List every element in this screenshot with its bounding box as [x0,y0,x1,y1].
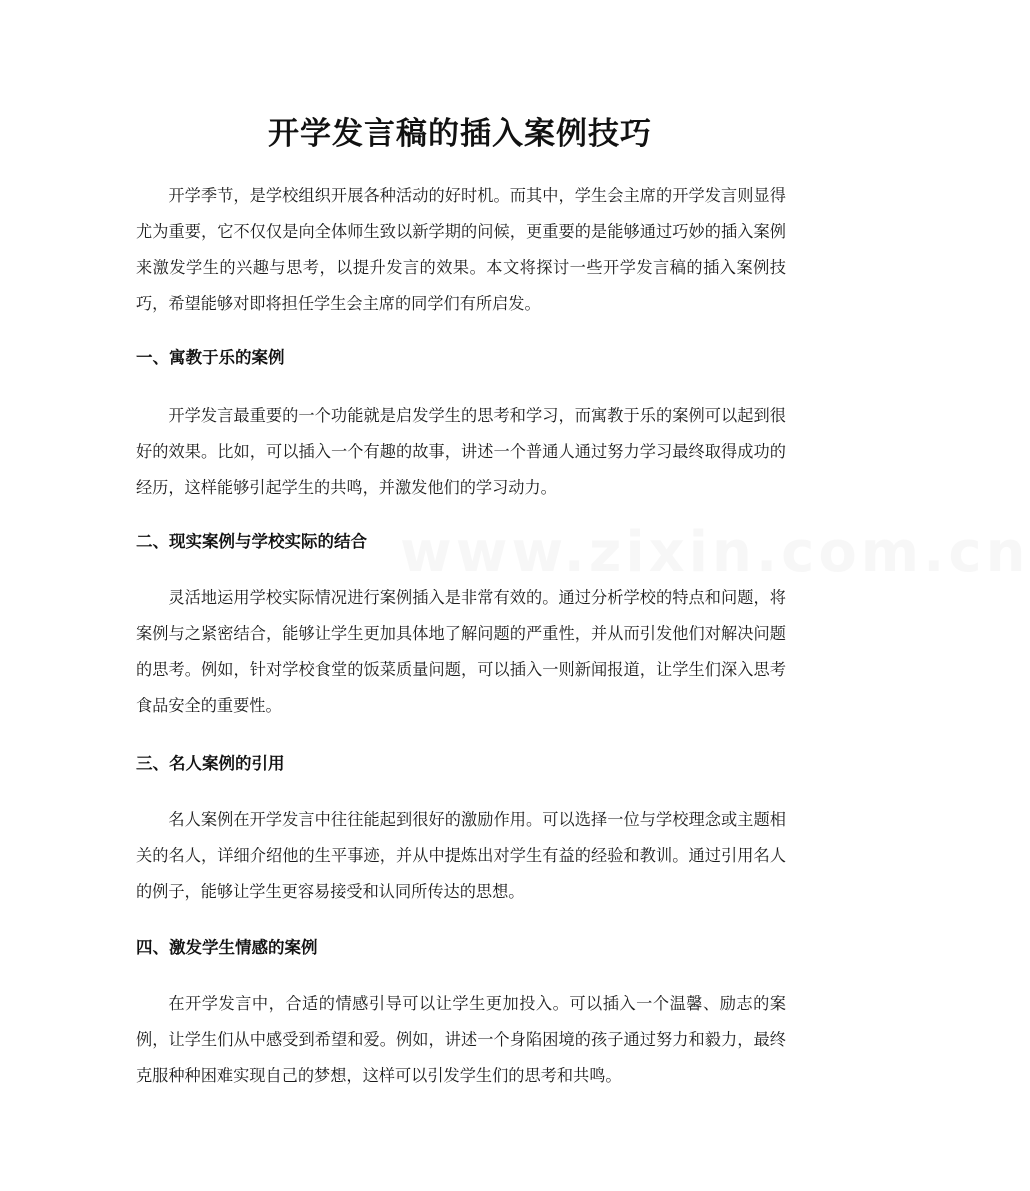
section-heading-2: 二、现实案例与学校实际的结合 [136,532,367,551]
document-body [136,178,786,1094]
section-body-3: 名人案例在开学发言中往往能起到很好的激励作用。可以选择一位与学校理念或主题相关的名人，详细介绍他的生平事迹，并从中提炼出对学生有益的经验和教训。通过引用名人的例子，能够让学生更容易接受和认同所传达的思想。 [136,810,786,901]
section-body-1: 开学发言最重要的一个功能就是启发学生的思考和学习，而寓教于乐的案例可以起到很好的效果。比如，可以插入一个有趣的故事，讲述一个普通人通过努力学习最终取得成功的经历，这样能够引起学生的共鸣，并激发他们的学习动力。 [136,406,786,497]
page-title: 开学发言稿的插入案例技巧 [268,116,652,152]
section-heading-3: 三、名人案例的引用 [136,754,285,773]
watermark: www.zixin.com.cn [400,520,1030,585]
section-heading-4: 四、激发学生情感的案例 [136,938,318,957]
intro-paragraph: 开学季节，是学校组织开展各种活动的好时机。而其中，学生会主席的开学发言则显得尤为重要，它不仅仅是向全体师生致以新学期的问候，更重要的是能够通过巧妙的插入案例来激发学生的兴趣与思考，以提升发言的效果。本文将探讨一些开学发言稿的插入案例技巧，希望能够对即将担任学生会主席的同学们有所启发。 [136,186,786,313]
section-body-4: 在开学发言中，合适的情感引导可以让学生更加投入。可以插入一个温馨、励志的案例，让学生们从中感受到希望和爱。例如，讲述一个身陷困境的孩子通过努力和毅力，最终克服种种困难实现自己的梦想，这样可以引发学生们的思考和共鸣。 [136,994,786,1085]
section-heading-1: 一、寓教于乐的案例 [136,348,285,367]
section-body-2: 灵活地运用学校实际情况进行案例插入是非常有效的。通过分析学校的特点和问题，将案例与之紧密结合，能够让学生更加具体地了解问题的严重性，并从而引发他们对解决问题的思考。例如，针对学校食堂的饭菜质量问题，可以插入一则新闻报道，让学生们深入思考食品安全的重要性。 [136,588,786,715]
